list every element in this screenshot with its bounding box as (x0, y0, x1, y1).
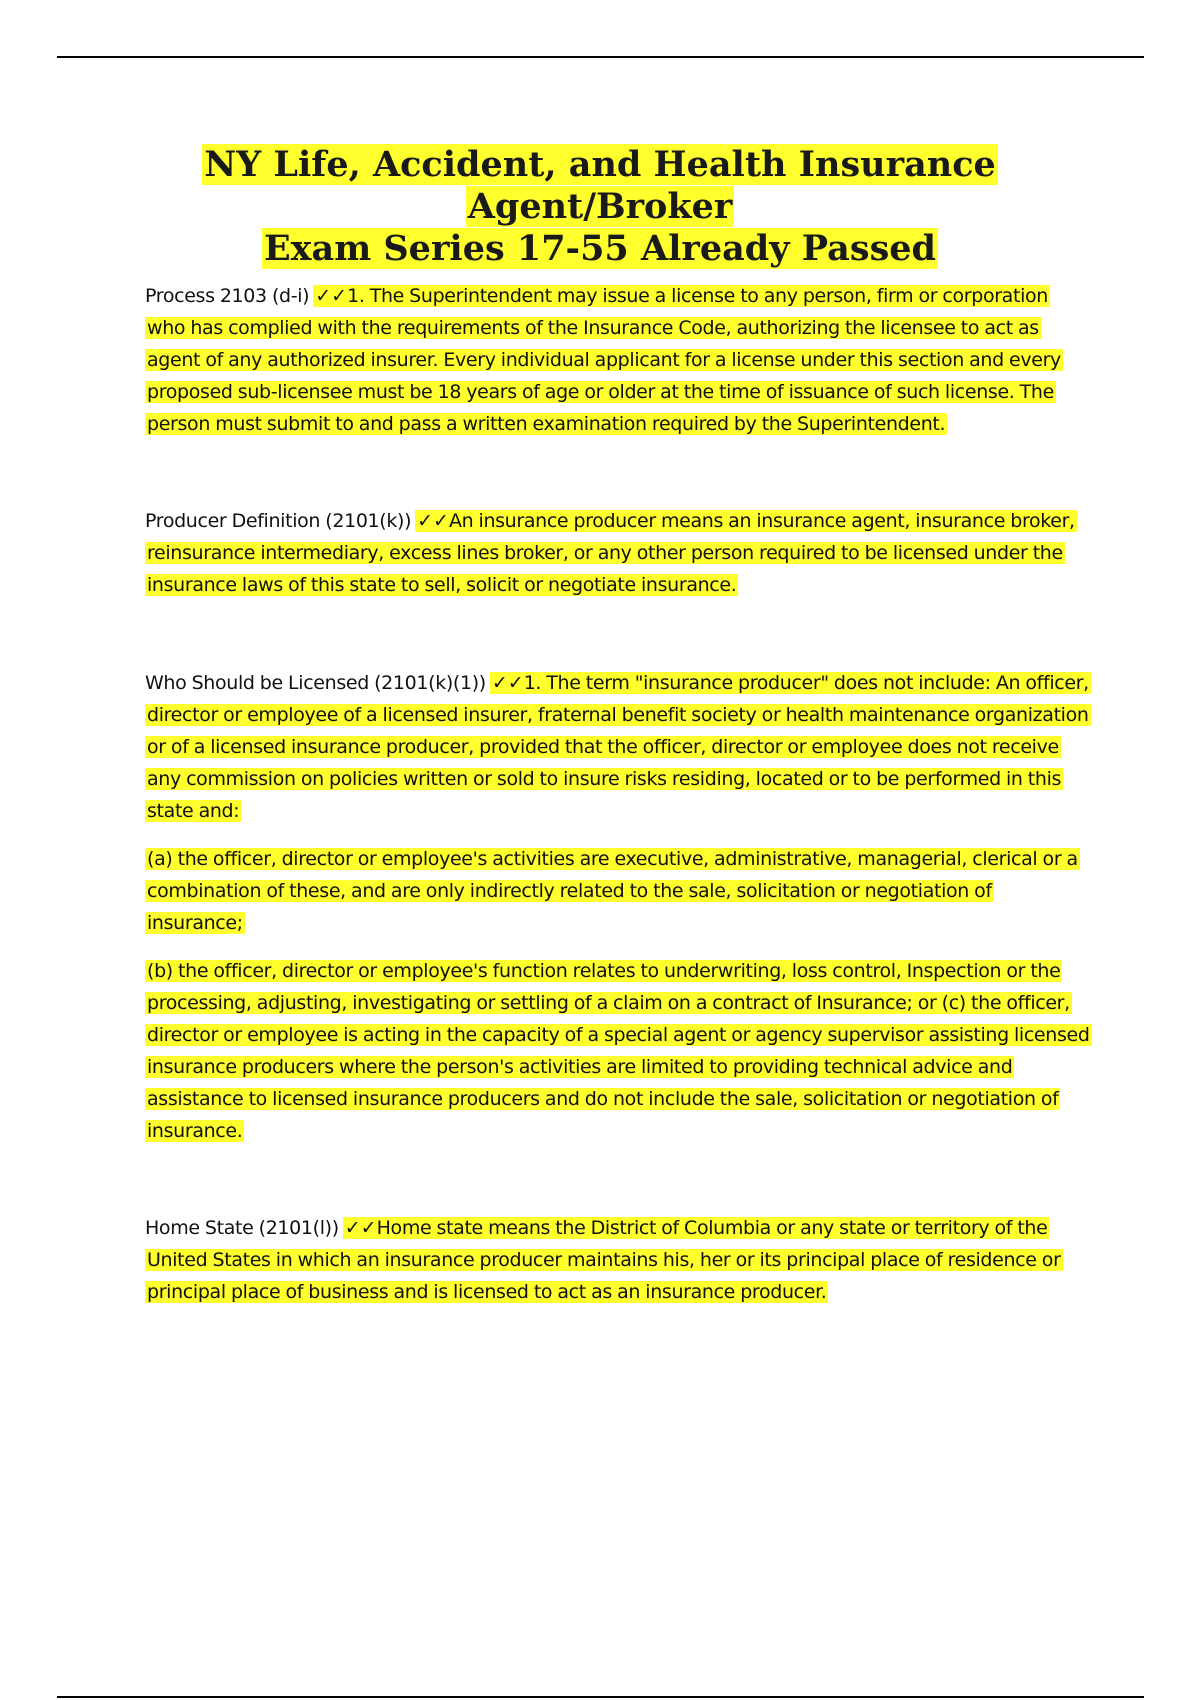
check-mark-icon: ✓✓ (315, 285, 348, 307)
entry-paragraph (145, 280, 1091, 440)
check-mark-icon: ✓✓ (417, 510, 449, 532)
entry-process-2103 (145, 280, 1091, 440)
entry-term: Home State (2101(l)) (145, 1217, 339, 1239)
entry-home-state (145, 1212, 1091, 1308)
check-mark-icon: ✓✓ (491, 672, 524, 694)
entry-term: Who Should be Licensed (2101(k)(1)) (145, 672, 486, 694)
entry-term: Producer Definition (2101(k)) (145, 510, 412, 532)
entry-paragraph (145, 843, 1091, 939)
document-title (100, 144, 1100, 270)
entry-definition: 1. The term "insurance producer" does not include: An officer, director or employee of a licensed insurer, fraternal benefit society or health maintenance organization or of a licensed insurance producer, provided that the officer, director or employee does not receive any commission on policies written or sold to insure risks residing, located or to be performed in this state and: (147, 672, 1089, 822)
entry-paragraph (145, 1212, 1091, 1308)
title-line-2: Exam Series 17-55 Already Passed (263, 228, 937, 269)
title-line-1: NY Life, Accident, and Health Insurance Agent/Broker (204, 144, 996, 227)
entry-definition: (b) the officer, director or employee's function relates to underwriting, loss control, Inspection or the processing, adjusting, investigating or settling of a claim on a contract of Insurance; or (c) the officer, director or employee is acting in the capacity of a special agent or agency supervisor assisting licensed insurance producers where the person's activities are limited to providing technical advice and assistance to licensed insurance producers and do not include the sale, solicitation or negotiation of insurance. (147, 960, 1090, 1142)
bottom-rule (57, 1696, 1144, 1698)
top-rule (57, 56, 1144, 58)
entry-who-should-be-licensed (145, 667, 1091, 1147)
entry-producer-definition (145, 505, 1091, 601)
entry-paragraph (145, 955, 1091, 1147)
entry-definition: (a) the officer, director or employee's activities are executive, administrative, managerial, clerical or a combination of these, and are only indirectly related to the sale, solicitation or negotiation of insurance; (147, 848, 1078, 934)
entry-term: Process 2103 (d-i) (145, 285, 310, 307)
check-mark-icon: ✓✓ (344, 1217, 377, 1239)
entry-definition: An insurance producer means an insurance agent, insurance broker, reinsurance intermediary, excess lines broker, or any other person required to be licensed under the insurance laws of this state to sell, solicit or negotiate insurance. (147, 510, 1075, 596)
document-body (145, 280, 1091, 1308)
entry-paragraph (145, 505, 1091, 601)
entry-definition: 1. The Superintendent may issue a license to any person, firm or corporation who has complied with the requirements of the Insurance Code, authorizing the licensee to act as agent of any authorized insurer. Every individual applicant for a license under this section and every proposed sub-licensee must be 18 years of age or older at the time of issuance of such license. The person must submit to and pass a written examination required by the Superintendent. (147, 285, 1061, 435)
entry-definition: Home state means the District of Columbia or any state or territory of the United States in which an insurance producer maintains his, her or its principal place of residence or principal place of business and is licensed to act as an insurance producer. (147, 1217, 1061, 1303)
entry-paragraph (145, 667, 1091, 827)
